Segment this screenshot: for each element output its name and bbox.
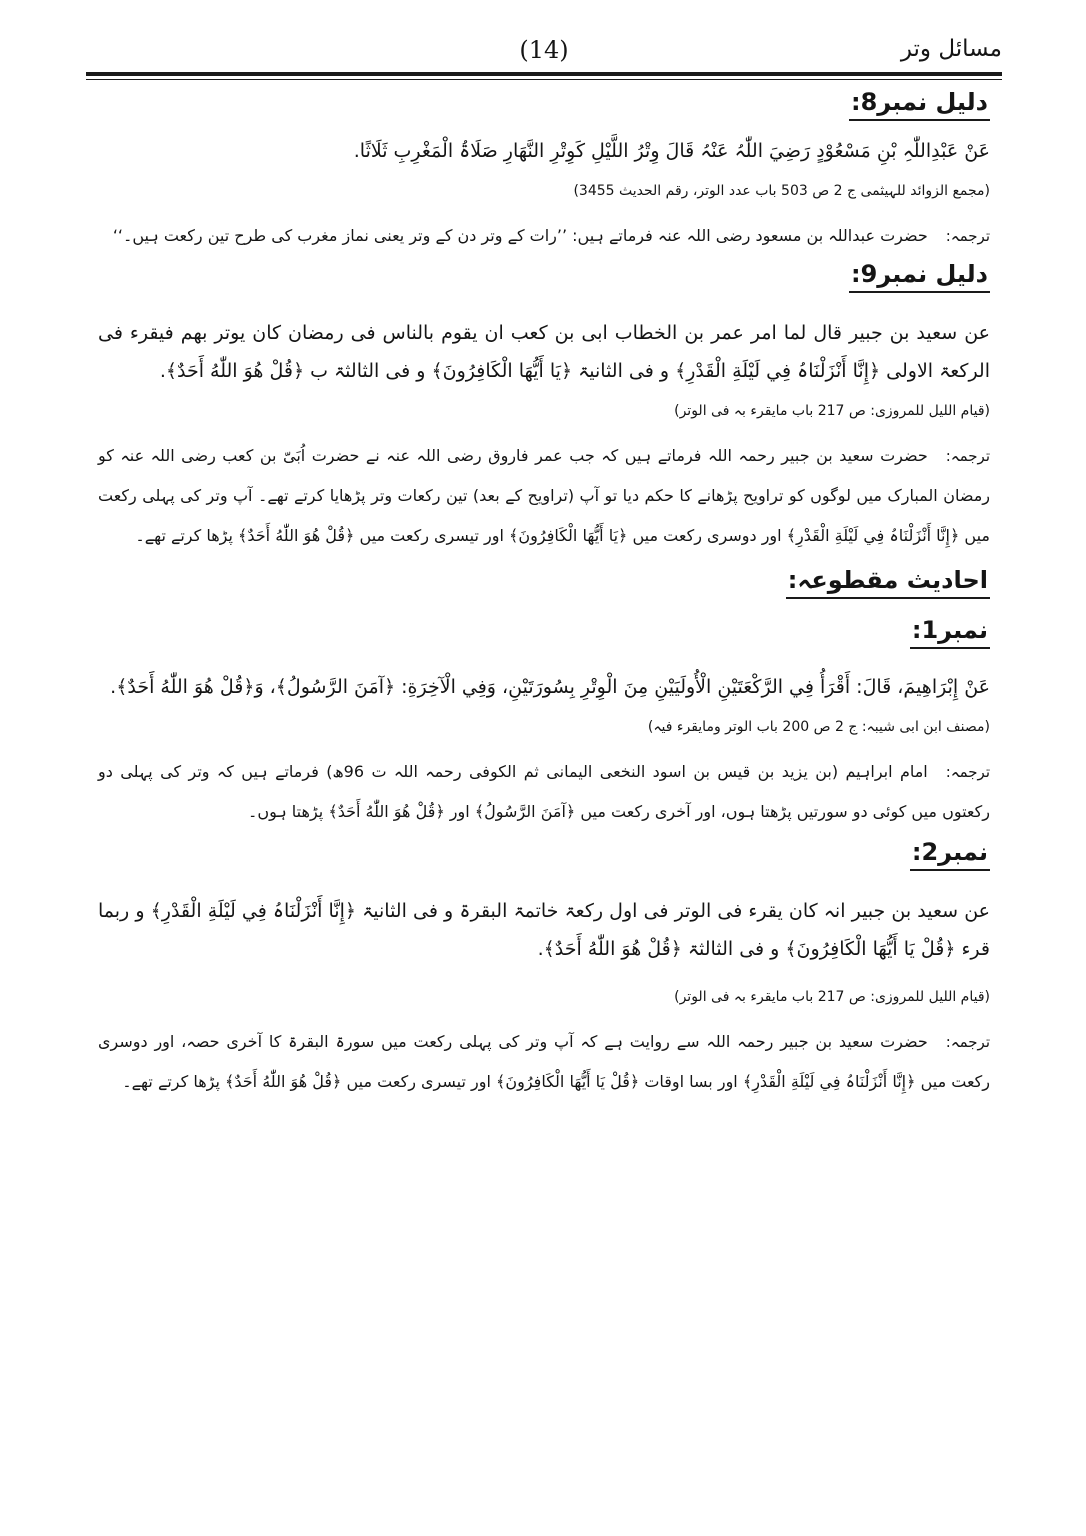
dalil-8-translation-para [98, 216, 990, 256]
number-2-reference: (قیام اللیل للمروزی: ص 217 باب مایقرء بہ فی الوتر) [674, 989, 990, 1005]
number-2-translation-para [98, 1022, 990, 1102]
dalil-8-reference: (مجمع الزوائد للہیثمی ج 2 ص 503 باب عدد الوتر، رقم الحدیث 3455) [573, 183, 990, 199]
translation-label: ترجمہ: [945, 227, 990, 245]
number-1-heading-row [98, 616, 990, 660]
maqtua-heading: احادیث مقطوعہ: [786, 566, 990, 599]
page-header [86, 34, 1002, 74]
number-2-arabic: عن سعید بن جبیر انہ کان یقرء فی الوتر فی اول رکعۃ خاتمۃ البقرۃ و فی الثانیۃ ﴿إِنَّا أَنْزَلْنَاہُ فِي لَيْلَةِ الْقَدْرِ﴾ و ربما قرء ﴿قُلْ يَا أَيُّهَا الْكَافِرُونَ﴾ و فی الثالثۃ ﴿قُلْ هُوَ اللّٰهُ أَحَدٌ﴾. [98, 900, 990, 960]
number-1-arabic: عَنْ إِبْرَاهِيمَ، قَالَ: أَقْرَأُ فِي الرَّكْعَتَيْنِ الْأُولَيَيْنِ مِنَ الْوِتْرِ بِسُورَتَيْنِ، وَفِي الْآخِرَةِ: ﴿آمَنَ الرَّسُولُ﴾، وَ﴿قُلْ هُوَ اللّٰهُ أَحَدٌ﴾. [110, 676, 990, 698]
translation-label: ترجمہ: [945, 763, 990, 781]
dalil-9-arabic: عن سعید بن جبیر قال لما امر عمر بن الخطاب ابی بن کعب ان یقوم بالناس فی رمضان کان یوتر بھم فیقرء فی الرکعۃ الاولی ﴿إِنَّا أَنْزَلْنَاہُ فِي لَيْلَةِ الْقَدْرِ﴾ و فی الثانیۃ ﴿يَا أَيُّهَا الْكَافِرُونَ﴾ و فی الثالثۃ ب ﴿قُلْ هُوَ اللّٰهُ أَحَدٌ﴾. [98, 322, 990, 382]
dalil-9-translation-para [98, 436, 990, 556]
dalil-8-heading: دلیل نمبر8: [849, 88, 990, 121]
header-rule-thin [86, 79, 1002, 80]
dalil-9-heading: دلیل نمبر9: [849, 260, 990, 293]
number-2-heading-row [98, 838, 990, 882]
translation-label: ترجمہ: [945, 447, 990, 465]
maqtua-heading-row [98, 566, 990, 610]
number-2-translation: حضرت سعید بن جبیر رحمہ اللہ سے روایت ہے کہ آپ وتر کی پہلی رکعت میں سورۃ البقرۃ کا آخری حصہ، اور دوسری رکعت میں ﴿إِنَّا أَنْزَلْنَاہُ فِي لَيْلَةِ الْقَدْرِ﴾ اور بسا اوقات ﴿قُلْ يَا أَيُّهَا الْكَافِرُونَ﴾ اور تیسری رکعت میں ﴿قُلْ هُوَ اللّٰهُ أَحَدٌ﴾ پڑھا کرتے تھے۔ [98, 1032, 990, 1091]
translation-label: ترجمہ: [945, 1033, 990, 1051]
page-number: (14) [519, 36, 569, 64]
number-1-translation: امام ابراہیم (بن یزید بن قیس بن اسود النخعی الیمانی ثم الکوفی رحمہ اللہ ت 96ھ) فرماتے ہیں کہ وتر کی پہلی دو رکعتوں میں کوئی دو سورتیں پڑھتا ہوں، اور آخری رکعت میں ﴿آمَنَ الرَّسُولُ﴾ اور ﴿قُلْ هُوَ اللّٰهُ أَحَدٌ﴾ پڑھتا ہوں۔ [98, 762, 990, 821]
number-2-heading: نمبر2: [910, 838, 990, 871]
dalil-8-arabic: عَنْ عَبْدِاللّٰہِ بْنِ مَسْعُوْدٍ رَضِيَ اللّٰہُ عَنْہُ قَالَ وِتْرُ اللَّیْلِ کَوِتْرِ النَّھَارِ صَلَاۃُ الْمَغْرِبِ ثَلَاثًا. [353, 140, 990, 162]
number-1-translation-para [98, 752, 990, 832]
header-rule [86, 72, 1002, 76]
page-content [98, 88, 990, 1102]
dalil-9-translation: حضرت سعید بن جبیر رحمہ اللہ فرماتے ہیں کہ جب عمر فاروق رضی اللہ عنہ نے حضرت اُبَیّ بن کعب رضی اللہ عنہ کو رمضان المبارک میں لوگوں کو تراویح پڑھانے کا حکم دیا تو آپ (تراویح کے بعد) تین رکعات وتر پڑھایا کرتے تھے۔ آپ وتر کی پہلی رکعت میں ﴿إِنَّا أَنْزَلْنَاہُ فِي لَيْلَةِ الْقَدْرِ﴾ اور دوسری رکعت میں ﴿يَا أَيُّهَا الْكَافِرُونَ﴾ اور تیسری رکعت میں ﴿قُلْ هُوَ اللّٰهُ أَحَدٌ﴾ پڑھا کرتے تھے۔ [98, 446, 990, 545]
dalil-9-reference: (قیام اللیل للمروزی: ص 217 باب مایقرء بہ فی الوتر) [674, 403, 990, 419]
number-1-reference: (مصنف ابن ابی شیبہ: ج 2 ص 200 باب الوتر ومایقرء فیہ) [647, 719, 990, 735]
dalil-9-heading-row [98, 260, 990, 304]
dalil-8-translation: حضرت عبداللہ بن مسعود رضی اللہ عنہ فرماتے ہیں: ’’رات کے وتر دن کے وتر یعنی نماز مغرب کی طرح تین رکعت ہیں۔‘‘ [112, 226, 928, 245]
dalil-8-heading-row [98, 88, 990, 132]
number-1-heading: نمبر1: [910, 616, 990, 649]
running-title: مسائل وتر [900, 36, 1002, 62]
